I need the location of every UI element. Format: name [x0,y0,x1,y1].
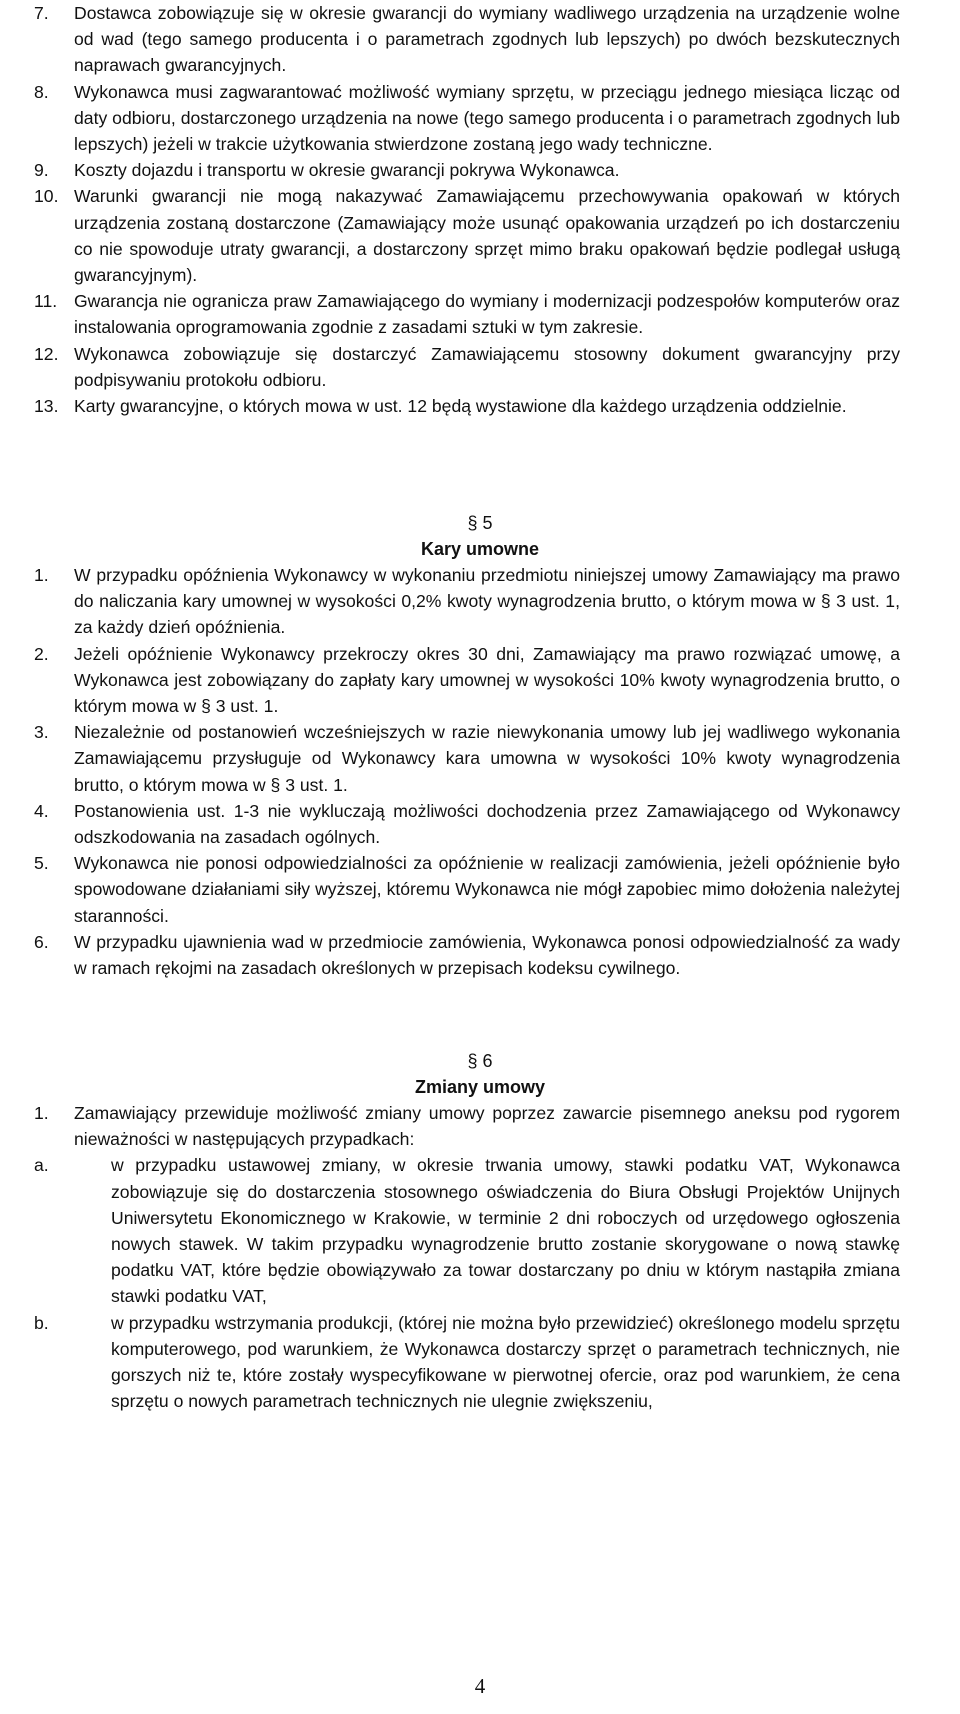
item-text: Dostawca zobowiązuje się w okresie gwarancji do wymiany wadliwego urządzenia na urządzenie wolne od wad (tego samego producenta i o parametrach zgodnych lub lepszych) po dwóch bezskutecznych naprawach gwarancyjnych. [74,3,900,76]
list-item [0,157,960,183]
list-item [0,79,960,158]
list-item [0,850,960,929]
item-text: Gwarancja nie ogranicza praw Zamawiającego do wymiany i modernizacji podzespołów komputerów oraz instalowania oprogramowania zgodnie z zasadami sztuki w tym zakresie. [74,291,900,338]
list-item [0,562,960,641]
item-number: 4. [34,800,49,821]
item-number: 5. [34,853,49,874]
item-text: Wykonawca nie ponosi odpowiedzialności za opóźnienie w realizacji zamówienia, jeżeli opóźnienie było spowodowane działaniami siły wyższej, któremu Wykonawca nie mógł zapobiec mimo dołożenia należytej staranności. [74,853,900,926]
list-item [0,929,960,981]
section-title: Zmiany umowy [414,1077,546,1097]
item-text: Wykonawca musi zagwarantować możliwość wymiany sprzętu, w przeciągu jednego miesiąca licząc od daty odbioru, dostarczonego urządzenia na nowe (tego samego producenta i o parametrach zgodnych lub lepszych) jeżeli w trakcie użytkowania stwierdzone zostaną jego wady techniczne. [74,81,900,155]
list-item [0,341,960,393]
list-item [0,0,960,79]
item-number: 1. [34,565,49,585]
list-item [0,641,960,720]
item-letter: a. [34,1155,49,1176]
item-number: 12. [34,343,59,364]
item-number: 11. [34,291,58,312]
item-number: 2. [34,643,49,664]
sub-list-item [0,1310,960,1415]
item-text: Wykonawca zobowiązuje się dostarczyć Zamawiającemu stosowny dokument gwarancyjny przy podpisywaniu protokołu odbioru. [74,343,900,390]
section-number: § 5 [467,513,493,533]
list-item [0,719,960,798]
item-letter: b. [34,1312,49,1333]
item-number: 10. [34,186,59,207]
item-text: Niezależnie od postanowień wcześniejszych w razie niewykonania umowy lub jej wadliwego wykonania Zamawiającemu przysługuje od Wykonawcy kara umowna w wysokości 10% kwoty wynagrodzenia brutto, o którym mowa w § 3 ust. 1. [74,722,900,795]
item-text: Warunki gwarancji nie mogą nakazywać Zamawiającemu przechowywania opakowań w których urządzenia zostaną dostarczone (Zamawiający może usunąć opakowania urządzeń po ich dostarczeniu co nie spowoduje utraty gwarancji, a dostarczony sprzęt mimo braku opakowań będzie podlegał usługą gwarancyjnym). [74,186,900,286]
item-text: Karty gwarancyjne, o których mowa w ust. 12 będą wystawione dla każdego urządzenia oddzielnie. [74,396,847,417]
list-item [0,393,960,419]
list-item [0,798,960,850]
item-text: Jeżeli opóźnienie Wykonawcy przekroczy okres 30 dni, Zamawiający ma prawo rozwiązać umowę, a Wykonawca jest zobowiązany do zapłaty kary umownej w wysokości 10% kwoty wynagrodzenia brutto, o którym mowa w § 3 ust. 1. [74,643,900,717]
item-text: w przypadku wstrzymania produkcji, (której nie można było przewidzieć) określonego modelu sprzętu komputerowego, pod warunkiem, że Wykonawca dostarczy sprzęt o parametrach technicznych, nie gorszych niż te, które zostały wyspecyfikowane w pierwotnej ofercie, oraz pod warunkiem, że cena sprzętu o nowych parametrach technicznych nie ulegnie zwiększeniu, [111,1312,900,1412]
sub-list-item [0,1152,960,1309]
item-text: W przypadku ujawnienia wad w przedmiocie zamówienia, Wykonawca ponosi odpowiedzialność za wady w ramach rękojmi na zasadach określonych w przepisach kodeksu cywilnego. [74,931,900,979]
item-text: Koszty dojazdu i transportu w okresie gwarancji pokrywa Wykonawca. [74,160,620,181]
section-5-header [0,510,960,562]
section-5-items [0,562,960,981]
section-number: § 6 [467,1051,493,1071]
item-number: 3. [34,722,49,743]
item-number: 9. [34,160,49,181]
item-text: Postanowienia ust. 1-3 nie wykluczają możliwości dochodzenia przez Zamawiającego od Wykonawcy odszkodowania na zasadach ogólnych. [74,800,900,848]
item-text: Zamawiający przewiduje możliwość zmiany umowy poprzez zawarcie pisemnego aneksu pod rygorem nieważności w następujących przypadkach: [74,1103,900,1150]
list-item [0,1100,960,1152]
section-6-items [0,1100,960,1414]
warranty-items-block [0,0,960,419]
item-text: w przypadku ustawowej zmiany, w okresie trwania umowy, stawki podatku VAT, Wykonawca zobowiązuje się do dostarczenia stosownego oświadczenia do Biura Obsługi Projektów Unijnych Uniwersytetu Ekonomicznego w Krakowie, w terminie 2 dni roboczych od urzędowego ogłoszenia nowych stawek. W takim przypadku wynagrodzenie brutto zostanie skorygowane o nową stawkę podatku VAT, które będzie obowiązywało za towar dostarczany po dniu w którym nastąpiła zmiana stawki podatku VAT, [111,1155,900,1307]
item-number: 6. [34,931,49,952]
list-item [0,183,960,288]
item-number: 8. [34,81,49,102]
item-number: 7. [34,3,49,23]
page-number: 4 [474,1674,486,1698]
item-text: W przypadku opóźnienia Wykonawcy w wykonaniu przedmiotu niniejszej umowy Zamawiający ma prawo do naliczania kary umownej w wysokości 0,2% kwoty wynagrodzenia brutto, o którym mowa w § 3 ust. 1, za każdy dzień opóźnienia. [74,565,900,638]
item-number: 13. [34,396,59,417]
section-title: Kary umowne [420,539,540,559]
section-6-header [0,1048,960,1100]
list-item [0,288,960,340]
item-number: 1. [34,1103,49,1123]
